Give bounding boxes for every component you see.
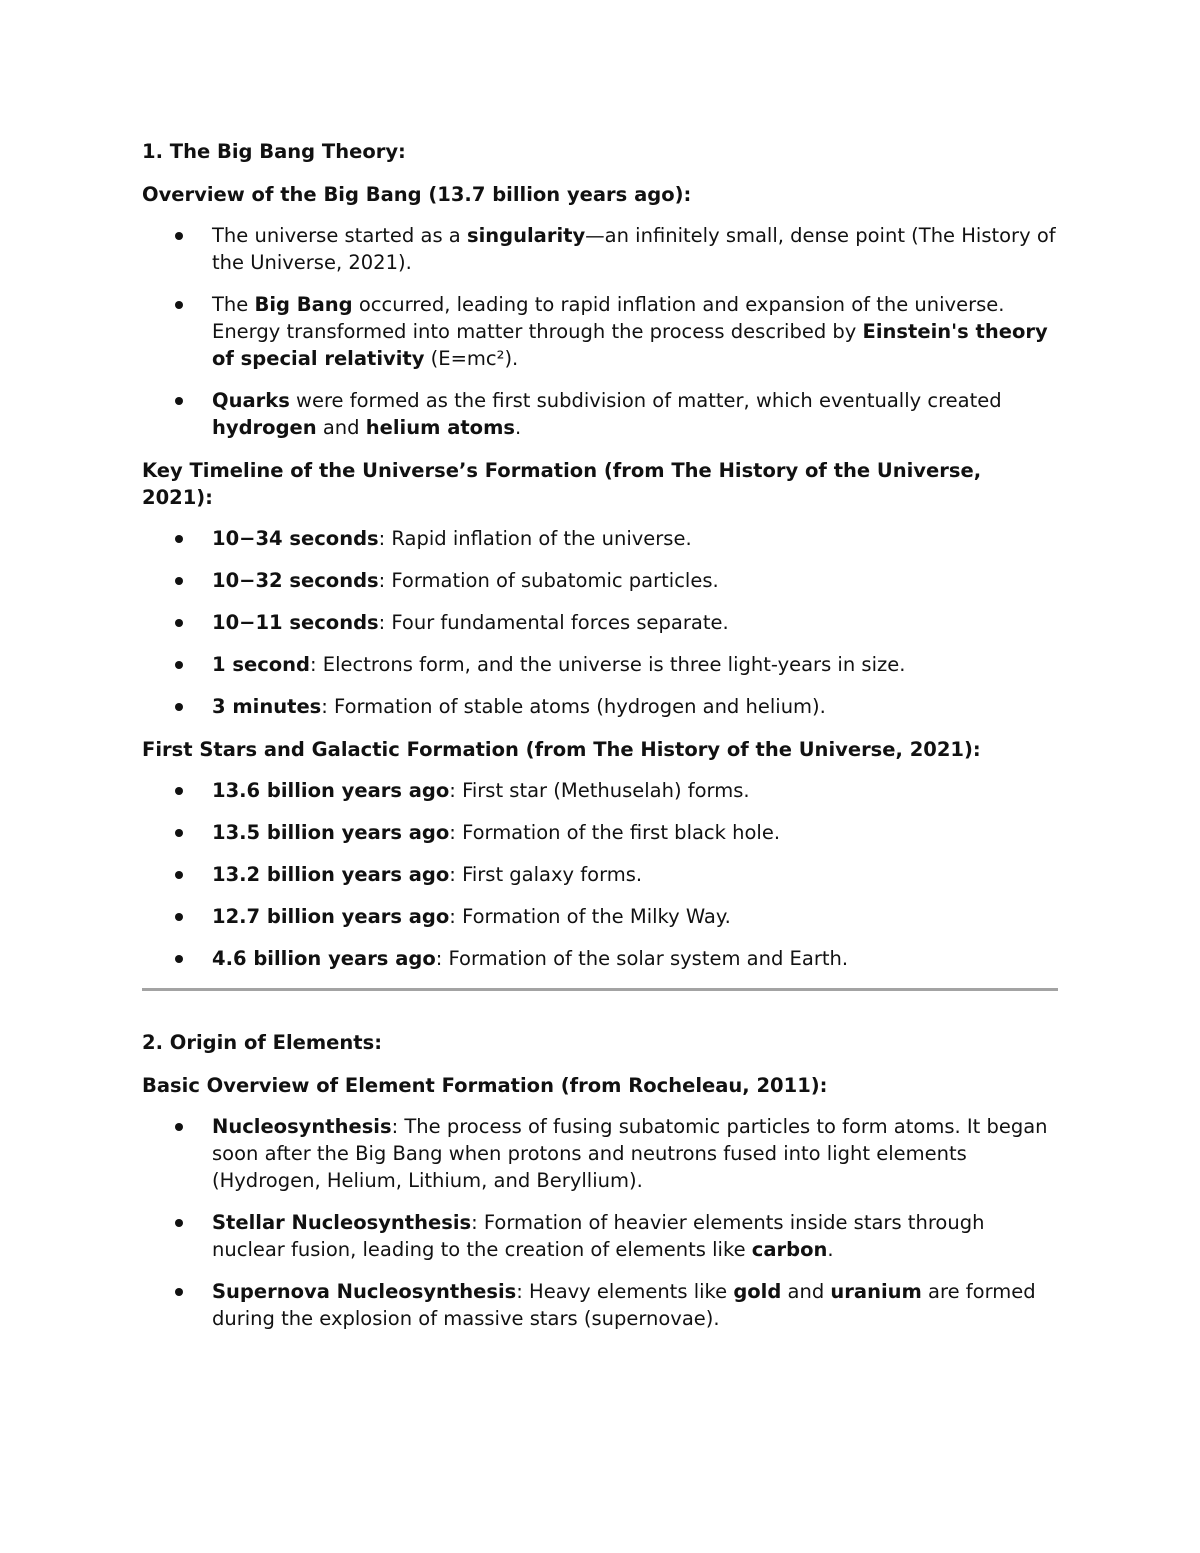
bullet-icon: [175, 397, 183, 405]
list-item: [142, 903, 1058, 930]
item-text: —an infinitely small, dense point (The History of the Universe, 2021).: [212, 224, 1056, 274]
item-bold-term: 3 minutes: [212, 695, 322, 718]
bullet-icon: [175, 913, 183, 921]
item-text: : Heavy elements like: [516, 1280, 734, 1303]
item-text: and: [781, 1280, 831, 1303]
list-item: [142, 567, 1058, 594]
list-item: [142, 387, 1058, 441]
item-bold-term: 10−34 seconds: [212, 527, 379, 550]
section-heading-origin-elements: 2. Origin of Elements:: [142, 1031, 383, 1054]
bullet-icon: [175, 787, 183, 795]
item-text: : First galaxy forms.: [449, 863, 643, 886]
element-formation-list: [142, 1113, 1058, 1332]
big-bang-overview-list: [142, 222, 1058, 441]
item-text: (E=mc²).: [424, 347, 519, 370]
item-bold-term: helium atoms: [365, 416, 516, 439]
item-text: : Electrons form, and the universe is three light-years in size.: [310, 653, 906, 676]
item-text: The universe started as a: [212, 224, 467, 247]
list-item: [142, 525, 1058, 552]
item-text: : Formation of the first black hole.: [449, 821, 781, 844]
list-item: [142, 1209, 1058, 1263]
item-bold-term: 10−32 seconds: [212, 569, 379, 592]
list-item: [142, 291, 1058, 372]
item-bold-term: 1 second: [212, 653, 310, 676]
list-item: [142, 819, 1058, 846]
item-text: : First star (Methuselah) forms.: [449, 779, 750, 802]
item-text: .: [515, 416, 522, 439]
item-text: : Formation of heavier elements inside stars through nuclear fusion, leading to the creation of elements like: [212, 1211, 985, 1261]
bullet-icon: [175, 955, 183, 963]
item-bold-term: Supernova Nucleosynthesis: [212, 1280, 517, 1303]
item-text: : Rapid inflation of the universe.: [378, 527, 692, 550]
item-text: : Formation of stable atoms (hydrogen and helium).: [321, 695, 826, 718]
section-origin-of-elements: [142, 1029, 1058, 1332]
bullet-icon: [175, 829, 183, 837]
timeline-list: [142, 525, 1058, 720]
item-bold-term: gold: [733, 1280, 782, 1303]
item-bold-term: Einstein's theory of special relativity: [212, 320, 1048, 370]
item-bold-term: Stellar Nucleosynthesis: [212, 1211, 472, 1234]
item-bold-term: 10−11 seconds: [212, 611, 379, 634]
list-item: [142, 609, 1058, 636]
item-text: were formed as the first subdivision of matter, which eventually created: [289, 389, 1002, 412]
horizontal-divider: [142, 988, 1058, 991]
item-bold-term: hydrogen: [212, 416, 317, 439]
item-text: : Formation of the Milky Way.: [449, 905, 731, 928]
item-text: : The process of fusing subatomic particles to form atoms. It began soon after the Big Bang when protons and neutrons fused into light elements (Hydrogen, Helium, Lithium, and Beryllium).: [212, 1115, 1048, 1192]
bullet-icon: [175, 535, 183, 543]
bullet-icon: [175, 703, 183, 711]
stars-list: [142, 777, 1058, 972]
item-bold-term: 13.6 billion years ago: [212, 779, 450, 802]
item-text: : Formation of the solar system and Earth.: [435, 947, 849, 970]
item-bold-term: Big Bang: [254, 293, 353, 316]
list-item: [142, 861, 1058, 888]
list-item: [142, 1113, 1058, 1194]
item-text: are formed during the explosion of massive stars (supernovae).: [212, 1280, 1036, 1330]
bullet-icon: [175, 1288, 183, 1296]
item-bold-term: uranium: [830, 1280, 922, 1303]
item-text: and: [316, 416, 366, 439]
item-bold-term: Nucleosynthesis: [212, 1115, 392, 1138]
bullet-icon: [175, 619, 183, 627]
item-text: .: [827, 1238, 834, 1261]
subheading-first-stars: First Stars and Galactic Formation (from The History of the Universe, 2021):: [142, 738, 981, 761]
item-text: occurred, leading to rapid inflation and expansion of the universe. Energy transformed into matter through the process described by: [212, 293, 1005, 343]
bullet-icon: [175, 1219, 183, 1227]
list-item: [142, 693, 1058, 720]
list-item: [142, 945, 1058, 972]
bullet-icon: [175, 871, 183, 879]
subheading-key-timeline: Key Timeline of the Universe’s Formation (from The History of the Universe, 2021):: [142, 459, 982, 509]
document-page: [142, 138, 1058, 1332]
item-text: The: [212, 293, 255, 316]
list-item: [142, 1278, 1058, 1332]
bullet-icon: [175, 577, 183, 585]
list-item: [142, 777, 1058, 804]
list-item: [142, 651, 1058, 678]
bullet-icon: [175, 301, 183, 309]
item-bold-term: 13.5 billion years ago: [212, 821, 450, 844]
bullet-icon: [175, 1123, 183, 1131]
item-text: : Formation of subatomic particles.: [378, 569, 719, 592]
item-bold-term: 4.6 billion years ago: [212, 947, 436, 970]
item-bold-term: singularity: [466, 224, 586, 247]
section-heading-big-bang: 1. The Big Bang Theory:: [142, 140, 406, 163]
bullet-icon: [175, 232, 183, 240]
bullet-icon: [175, 661, 183, 669]
subheading-element-formation: Basic Overview of Element Formation (from Rocheleau, 2011):: [142, 1074, 828, 1097]
subheading-big-bang-overview: Overview of the Big Bang (13.7 billion years ago):: [142, 183, 692, 206]
item-bold-term: carbon: [751, 1238, 828, 1261]
list-item: [142, 222, 1058, 276]
item-text: : Four fundamental forces separate.: [378, 611, 729, 634]
item-bold-term: 12.7 billion years ago: [212, 905, 450, 928]
item-bold-term: Quarks: [212, 389, 290, 412]
item-bold-term: 13.2 billion years ago: [212, 863, 450, 886]
